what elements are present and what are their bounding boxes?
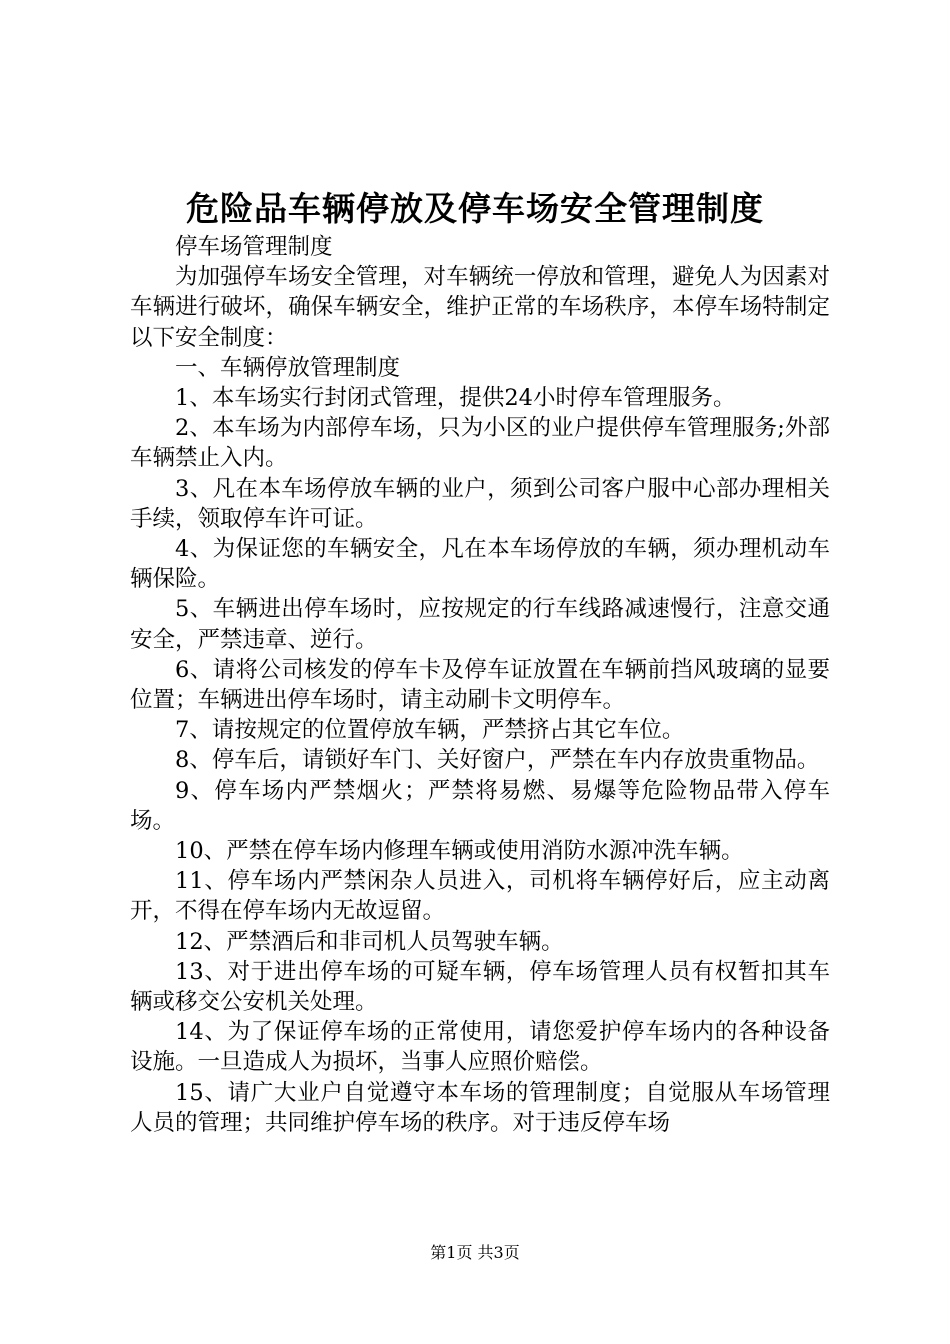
- rule-item: 3、凡在本车场停放车辆的业户，须到公司客户服中心部办理相关手续，领取停车许可证。: [130, 475, 830, 532]
- rule-item: 12、严禁酒后和非司机人员驾驶车辆。: [175, 928, 564, 955]
- rule-item: 15、请广大业户自觉遵守本车场的管理制度；自觉服从车场管理人员的管理；共同维护停车场的秩序。对于违反停车场: [130, 1079, 830, 1136]
- rule-item: 4、为保证您的车辆安全，凡在本车场停放的车辆，须办理机动车辆保险。: [130, 536, 830, 593]
- rule-item: 1、本车场实行封闭式管理，提供24小时停车管理服务。: [175, 385, 736, 412]
- paragraph: 为加强停车场安全管理，对车辆统一停放和管理，避免人为因素对车辆进行破坏，确保车辆安全，维护正常的车场秩序，本停车场特制定以下安全制度：: [130, 264, 830, 351]
- section-heading: 一、车辆停放管理制度: [175, 354, 401, 381]
- rule-item: 7、请按规定的位置停放车辆，严禁挤占其它车位。: [175, 717, 685, 744]
- rule-item: 5、车辆进出停车场时，应按规定的行车线路减速慢行，注意交通安全，严禁违章、逆行。: [130, 596, 830, 653]
- rule-item: 13、对于进出停车场的可疑车辆，停车场管理人员有权暂扣其车辆或移交公安机关处理。: [130, 958, 830, 1016]
- rule-item: 6、请将公司核发的停车卡及停车证放置在车辆前挡风玻璃的显要位置；车辆进出停车场时，请主动刷卡文明停车。: [130, 656, 830, 714]
- rule-item: 11、停车场内严禁闲杂人员进入，司机将车辆停好后，应主动离开，不得在停车场内无故逗留。: [130, 868, 830, 925]
- page-footer: 第1页 共3页: [430, 1243, 520, 1262]
- rule-item: 10、严禁在停车场内修理车辆或使用消防水源冲洗车辆。: [175, 838, 744, 865]
- rule-item: 14、为了保证停车场的正常使用，请您爱护停车场内的各种设备设施。一旦造成人为损坏，当事人应照价赔偿。: [130, 1019, 830, 1076]
- paragraph: 停车场管理制度: [175, 234, 333, 260]
- rule-item: 9、停车场内严禁烟火；严禁将易燃、易爆等危险物品带入停车场。: [130, 777, 830, 834]
- rule-item: 2、本车场为内部停车场，只为小区的业户提供停车管理服务;外部车辆禁止入内。: [130, 415, 830, 472]
- document-title: 危险品车辆停放及停车场安全管理制度: [186, 189, 764, 228]
- document-body: [130, 232, 830, 1138]
- rule-item: 8、停车后，请锁好车门、关好窗户，严禁在车内存放贵重物品。: [175, 747, 820, 774]
